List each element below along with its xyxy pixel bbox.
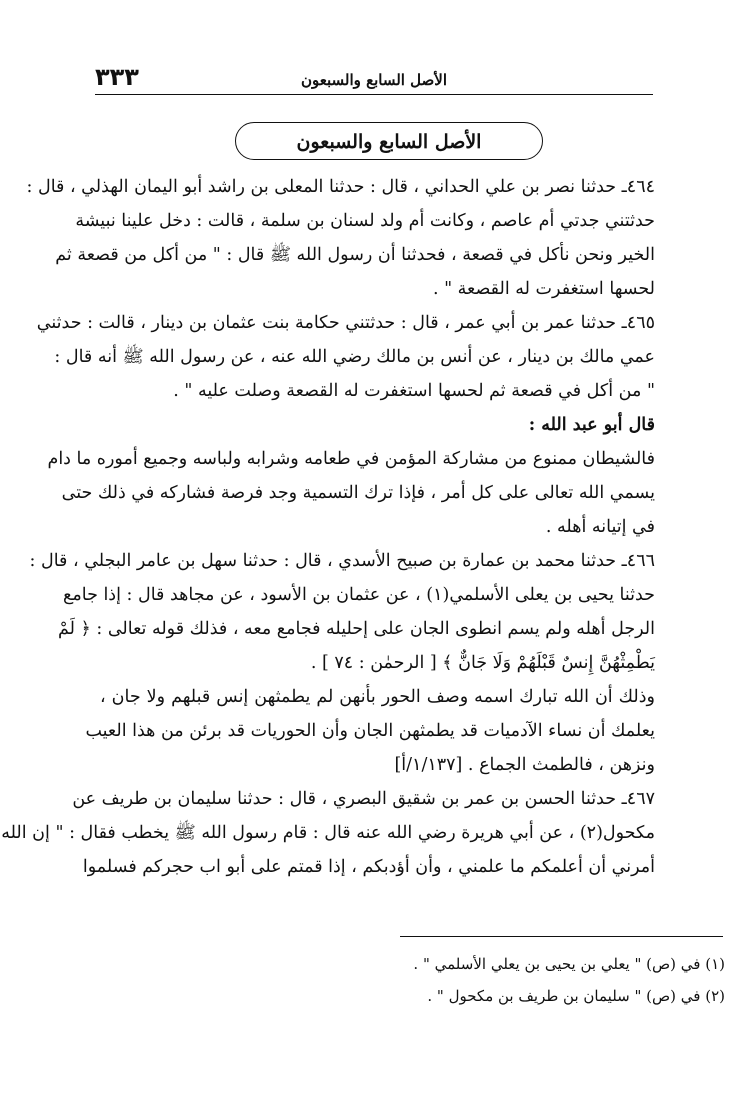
chapter-title: الأصل السابع والسبعون — [296, 131, 482, 153]
text-line: وذلك أن الله تبارك اسمه وصف الحور بأنهن لم يطمثهن إنس قبلهم ولا جان ، — [100, 687, 655, 707]
text-line: الرجل أهله ولم يسم انطوى الجان على إحليله فجامع معه ، فذلك قوله تعالى : ﴿ لَمْ — [58, 619, 655, 639]
text-line: عمي مالك بن دينار ، عن أنس بن مالك رضي الله عنه ، عن رسول الله ﷺ أنه قال : — [54, 347, 655, 367]
chapter-title-box — [235, 122, 543, 160]
body-text — [1, 170, 655, 884]
text-line: يسمي الله تعالى على كل أمر ، فإذا ترك التسمية وجد فرصة فشاركه في ذلك حتى — [61, 483, 655, 503]
text-line: ٤٦٤ـ حدثنا نصر بن علي الحداني ، قال : حدثنا المعلى بن راشد أبو اليمان الهذلي ، قال : — [26, 177, 655, 197]
text-line: مكحول(٢) ، عن أبي هريرة رضي الله عنه قال : قام رسول الله ﷺ يخطب فقال : " إن الله — [1, 823, 655, 843]
text-line: ٤٦٧ـ حدثنا الحسن بن عمر بن شقيق البصري ، قال : حدثنا سليمان بن طريف عن — [72, 789, 655, 809]
footnote-divider — [400, 936, 723, 937]
text-line: أمرني أن أعلمكم ما علمني ، وأن أؤدبكم ، إذا قمتم على أبو اب حجركم فسلموا — [82, 857, 655, 877]
text-line: الخير ونحن نأكل في قصعة ، فحدثنا أن رسول الله ﷺ قال : " من أكل من قصعة ثم — [55, 245, 655, 265]
text-line: ٤٦٦ـ حدثنا محمد بن عمارة بن صبيح الأسدي ، قال : حدثنا سهل بن عامر البجلي ، قال : — [29, 551, 655, 571]
text-line: " من أكل في قصعة ثم لحسها استغفرت له القصعة وصلت عليه " . — [173, 381, 655, 401]
text-line: في إتيانه أهله . — [545, 517, 655, 537]
section-heading: قال أبو عبد الله : — [528, 415, 655, 435]
text-line: ٤٦٥ـ حدثنا عمر بن أبي عمر ، قال : حدثتني حكامة بنت عثمان بن دينار ، قالت : حدثني — [36, 313, 655, 333]
footnotes — [100, 948, 725, 1012]
text-line: يعلمك أن نساء الآدميات قد يطمثهن الجان وأن الحوريات قد برئن من هذا العيب — [85, 721, 655, 741]
page-header — [95, 62, 653, 95]
text-line: يَطْمِثْهُنَّ إِنسٌ قَبْلَهُمْ وَلَا جَانٌّ ﴾ [ الرحمٰن : ٧٤ ] . — [310, 653, 655, 673]
text-line: حدثنا يحيى بن يعلى الأسلمي(١) ، عن عثمان بن الأسود ، عن مجاهد قال : إذا جامع — [63, 585, 655, 605]
text-line: ونزهن ، فالطمث الجماع . [١/١٣٧/أ] — [394, 755, 655, 775]
text-line: فالشيطان ممنوع من مشاركة المؤمن في طعامه وشرابه ولباسه وجميع أموره ما دام — [47, 449, 655, 469]
text-line: لحسها استغفرت له القصعة " . — [432, 279, 655, 299]
text-line: حدثتني جدتي أم عاصم ، وكانت أم ولد لسنان بن سلمة ، قالت : دخل علينا نبيشة — [75, 211, 655, 231]
page-number: ٣٣٣ — [95, 63, 139, 91]
footnote: (١) في (ص) " يعلي بن يحيى بن يعلي الأسلمي " . — [413, 955, 725, 973]
footnote: (٢) في (ص) " سليمان بن طريف بن مكحول " . — [427, 987, 725, 1005]
running-title: الأصل السابع والسبعون — [300, 71, 447, 89]
